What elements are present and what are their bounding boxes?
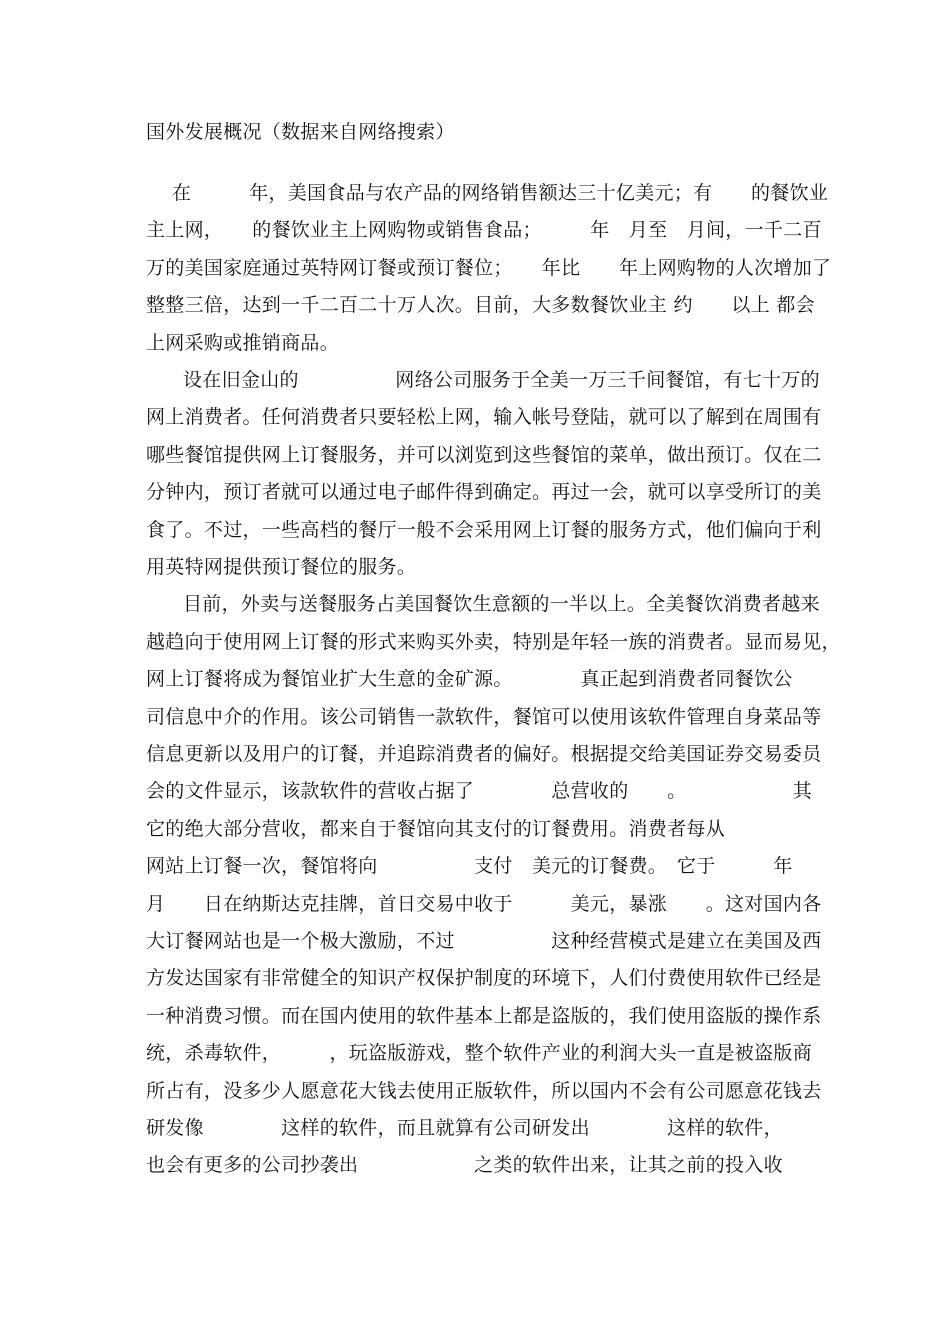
paragraph-3-line-4: 司信息中介的作用。该公司销售一款软件，餐馆可以使用该软件管理自身菜品等 <box>146 706 822 728</box>
paragraph-3-line-14: 所占有，没多少人愿意花大钱去使用正版软件，所以国内不会有公司愿意花钱去 <box>146 1080 822 1102</box>
paragraph-1-line-5: 上网采购或推销商品。 <box>146 332 340 354</box>
paragraph-3-line-2: 越趋向于使用网上订餐的形式来购买外卖，特别是年轻一族的消费者。显而易见， <box>146 631 841 653</box>
paragraph-2-line-3: 哪些餐馆提供网上订餐服务，并可以浏览到这些餐馆的菜单，做出预订。仅在二 <box>146 444 822 466</box>
paragraph-2-line-2: 网上消费者。任何消费者只要轻松上网，输入帐号登陆，就可以了解到在周围有 <box>146 406 822 428</box>
paragraph-2-line-1: 设在旧金山的 网络公司服务于全美一万三千间餐馆，有七十万的 <box>183 369 820 391</box>
paragraph-1-line-1: 在 年，美国食品与农产品的网络销售额达三十亿美元；有 的餐饮业 <box>172 182 829 204</box>
paragraph-3-line-15: 研发像 这样的软件，而且就算有公司研发出 这样的软件， <box>146 1117 783 1139</box>
paragraph-1-line-3: 万的美国家庭通过英特网订餐或预订餐位； 年比 年上网购物的人次增加了 <box>146 257 832 279</box>
paragraph-3-line-10: 大订餐网站也是一个极大激励，不过 这种经营模式是建立在美国及西 <box>146 930 822 952</box>
paragraph-3-line-16: 也会有更多的公司抄袭出 之类的软件出来，让其之前的投入收 <box>146 1154 783 1176</box>
paragraph-3-line-11: 方发达国家有非常健全的知识产权保护制度的环境下，人们付费使用软件已经是 <box>146 967 822 989</box>
paragraph-1-line-2: 主上网， 的餐饮业主上网购物或销售食品； 年 月至 月间，一千二百 <box>146 219 822 241</box>
paragraph-3-line-3: 网上订餐将成为餐馆业扩大生意的金矿源。 真正起到消费者同餐饮公 <box>146 668 793 690</box>
paragraph-3-line-9: 月 日在纳斯达克挂牌，首日交易中收于 美元，暴涨 。这对国内各 <box>146 893 822 915</box>
paragraph-3-line-13: 统，杀毒软件， ，玩盗版游戏，整个软件产业的利润大头一直是被盗版商 <box>146 1042 813 1064</box>
paragraph-3-line-7: 它的绝大部分营收，都来自于餐馆向其支付的订餐费用。消费者每从 <box>146 818 726 840</box>
paragraph-3-line-6: 会的文件显示，该款软件的营收占据了 总营收的 。 其 <box>146 780 813 802</box>
paragraph-2-line-5: 食了。不过，一些高档的餐厅一般不会采用网上订餐的服务方式，他们偏向于利 <box>146 519 822 541</box>
paragraph-3-line-12: 一种消费习惯。而在国内使用的软件基本上都是盗版的，我们使用盗版的操作系 <box>146 1005 822 1027</box>
paragraph-1-line-4: 整整三倍，达到一千二百二十万人次。目前，大多数餐饮业主 约 以上 都会 <box>146 294 815 316</box>
paragraph-3-line-5: 信息更新以及用户的订餐，并追踪消费者的偏好。根据提交给美国证券交易委员 <box>146 743 822 765</box>
paragraph-3-line-8: 网站上订餐一次，餐馆将向 支付 美元的订餐费。 它于 年 <box>146 855 793 877</box>
document-heading: 国外发展概况（数据来自网络搜索） <box>146 121 455 143</box>
paragraph-2-line-6: 用英特网提供预订餐位的服务。 <box>146 556 417 578</box>
paragraph-3-line-1: 目前，外卖与送餐服务占美国餐饮生意额的一半以上。全美餐饮消费者越来 <box>183 593 820 615</box>
paragraph-2-line-4: 分钟内，预订者就可以通过电子邮件得到确定。再过一会，就可以享受所订的美 <box>146 481 822 503</box>
